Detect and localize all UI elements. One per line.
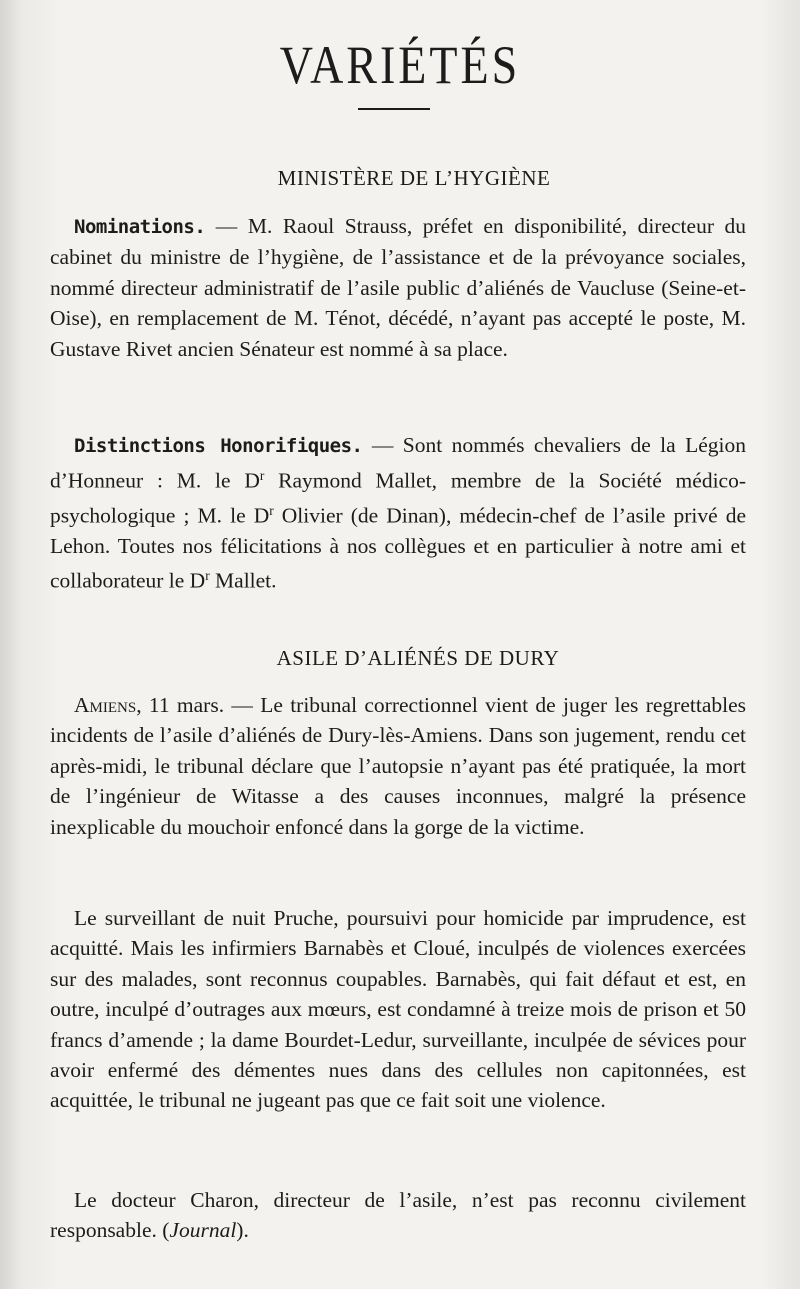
director-end: ). [236, 1218, 249, 1243]
verdict-text: Le surveillant de nuit Pruche, poursuivi pour homicide par imprudence, est acquitté. Mais les infirmiers Barnabès et Cloué, inculpés de violences exercées sur des malades, sont reconnus coupables. Barnabès, qui fait défaut et est, en outre, inculpé d’outrages aux mœurs, est condamné à treize mois de prison et 50 francs d’amende ; la dame Bourdet-Ledur, surveillante, inculpée de sévices pour avoir enfermé des démentes nues dans des cellules non capitonnées, est acquittée, le tribunal ne jugeant pas que ce fait soit une violence. [50, 906, 746, 1113]
paragraph-director [50, 1185, 746, 1246]
distinctions-lead: Distinctions Honorifiques. [74, 435, 363, 457]
section-heading-hygiene: MINISTÈRE DE L’HYGIÈNE [277, 166, 551, 190]
director-text: Le docteur Charon, directeur de l’asile, n’est pas reconnu civilement responsable. ( [50, 1188, 746, 1243]
paragraph-nominations [50, 211, 746, 364]
paragraph-distinctions [50, 430, 746, 596]
page-title: VARIÉTÉS [279, 34, 521, 95]
superscript-r: r [259, 468, 265, 484]
superscript-r: r [205, 568, 210, 584]
superscript-r: r [269, 503, 274, 519]
source-journal: Journal [169, 1218, 237, 1243]
place-name: Amiens [74, 693, 137, 717]
distinctions-text-b: Raymond Mallet, membre de la Société médico-psychologique ; M. le D [50, 468, 746, 528]
paragraph-verdict [50, 903, 746, 1116]
nominations-text: — M. Raoul Strauss, préfet en disponibilité, directeur du cabinet du ministre de l’hygiène, de l’assistance et de la prévoyance sociales, nommé directeur administratif de l’asile public d’aliénés de Vaucluse (Seine-et-Oise), en remplacement de M. Ténot, décédé, n’ayant pas accepté le poste, M. Gustave Rivet ancien Sénateur est nommé à sa place. [50, 214, 746, 361]
title-rule [358, 108, 430, 110]
distinctions-text-a: — Sont nommés chevaliers de la Légion d’Honneur : M. le D [50, 433, 746, 493]
paragraph-amiens [50, 690, 746, 842]
nominations-lead: Nominations. [74, 216, 206, 238]
distinctions-text-d: Mallet. [209, 568, 277, 593]
section-heading-dury: ASILE D’ALIÉNÉS DE DURY [276, 646, 560, 670]
distinctions-text-c: Olivier (de Dinan), médecin-chef de l’asile privé de Lehon. Toutes nos félicitations à nos collègues et en particulier à notre ami et collaborateur le D [50, 503, 746, 593]
amiens-text: , 11 mars. — Le tribunal correctionnel vient de juger les regrettables incidents de l’asile d’aliénés de Dury-lès-Amiens. Dans son jugement, rendu cet après-midi, le tribunal déclare que l’autopsie n’ayant pas été pratiquée, la mort de l’ingénieur de Witasse a des causes inconnues, malgré la présence inexplicable du mouchoir enfoncé dans la gorge de la victime. [50, 693, 746, 839]
